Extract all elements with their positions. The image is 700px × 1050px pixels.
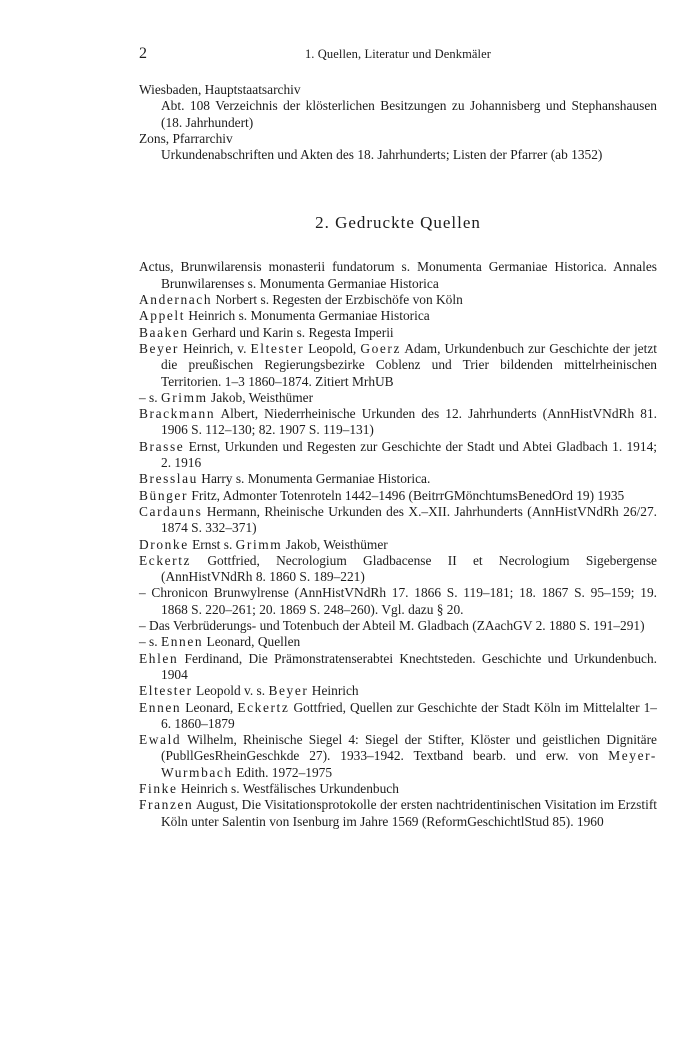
bibliography-entry bbox=[139, 292, 657, 308]
bibliography-entry bbox=[139, 537, 657, 553]
bibliography-entry bbox=[139, 683, 657, 699]
author-name: Ehlen bbox=[139, 650, 179, 666]
author-name: Eckertz bbox=[139, 552, 192, 568]
author-name: Baaken bbox=[139, 324, 189, 340]
bibliography-entry bbox=[139, 797, 657, 830]
running-title: 1. Quellen, Literatur und Denkmäler bbox=[304, 47, 492, 61]
bibliography-entry bbox=[139, 585, 657, 618]
entry-text: Heinrich s. Westfälisches Urkundenbuch bbox=[177, 780, 399, 796]
bibliography-entry bbox=[139, 700, 657, 733]
author-name: Cardauns bbox=[139, 503, 203, 519]
author-name: Ewald bbox=[139, 732, 182, 748]
running-head bbox=[139, 45, 657, 67]
bibliography-entry bbox=[139, 325, 657, 341]
bibliography-entry bbox=[139, 651, 657, 684]
author-name: Eltester bbox=[139, 683, 193, 699]
entry-text: Leopold v. s. bbox=[192, 683, 269, 699]
author-name: Dronke bbox=[139, 536, 189, 552]
entry-text: Albert, Niederrheinische Urkunden des 12. Jahrhunderts (AnnHistVNdRh 81. 1906 S. 112–130; 82. 1907 S. 119–131) bbox=[161, 406, 657, 438]
author-name: Ennen bbox=[160, 634, 204, 650]
entry-text: August, Die Visitationsprotokolle der ersten nachtridentinischen Visitation im Erzstift Köln unter Salentin von Isenburg im Jahre 1569 (ReformGeschichtlStud 85). 1960 bbox=[161, 797, 657, 829]
author-name: Meyer-Wurmbach bbox=[161, 748, 657, 780]
archive-list bbox=[139, 82, 657, 163]
author-name: Ennen bbox=[139, 699, 182, 715]
bibliography-entry bbox=[139, 390, 657, 406]
page-number: 2 bbox=[139, 45, 147, 62]
entry-text: Jakob, Weisthümer bbox=[282, 536, 388, 552]
entry-text: Heinrich s. Monumenta Germaniae Historica bbox=[185, 308, 430, 324]
entry-text: – s. bbox=[139, 389, 161, 405]
bibliography-entry bbox=[139, 341, 657, 390]
page-body bbox=[139, 82, 657, 830]
author-name: Andernach bbox=[139, 292, 213, 308]
entry-text: Heinrich, v. bbox=[178, 340, 251, 356]
entry-text: – Das Verbrüderungs- und Totenbuch der Abteil M. Gladbach (ZAachGV 2. 1880 S. 191–291) bbox=[139, 618, 645, 634]
entry-text: Harry s. Monumenta Germaniae Historica. bbox=[197, 471, 431, 487]
author-name: Bresslau bbox=[139, 471, 198, 487]
entry-text: Fritz, Admonter Totenroteln 1442–1496 (BeitrrGMönchtumsBenedOrd 19) 1935 bbox=[188, 487, 625, 503]
entry-text: Leopold, bbox=[304, 340, 361, 356]
entry-text: Norbert s. Regesten der Erzbischöfe von Köln bbox=[212, 292, 463, 308]
entry-text: Jakob, Weisthümer bbox=[207, 389, 314, 405]
bibliography-entry bbox=[139, 732, 657, 781]
author-name: Grimm bbox=[235, 536, 283, 552]
author-name: Eltester bbox=[250, 340, 305, 356]
bibliography-entry bbox=[139, 439, 657, 472]
bibliography-entry bbox=[139, 634, 657, 650]
entry-text: Leonard, bbox=[181, 699, 238, 715]
entry-text: Gerhard und Karin s. Regesta Imperii bbox=[188, 324, 394, 340]
bibliography-entry bbox=[139, 406, 657, 439]
entry-text: Leonard, Quellen bbox=[203, 634, 301, 650]
bibliography-list bbox=[139, 259, 657, 829]
entry-text: Gottfried, Quellen zur Geschichte der Stadt Köln im Mittelalter 1–6. 1860–1879 bbox=[161, 699, 657, 731]
entry-text: – Chronicon Brunwylrense (AnnHistVNdRh 17. 1866 S. 119–181; 18. 1867 S. 95–159; 19. 1868 S. 220–261; 20. 1869 S. 248–260). Vgl. dazu § 20. bbox=[139, 585, 657, 617]
author-name: Goerz bbox=[360, 340, 402, 356]
entry-text: Ernst s. bbox=[188, 536, 236, 552]
archive-description: Urkundenabschriften und Akten des 18. Jahrhunderts; Listen der Pfarrer (ab 1352) bbox=[161, 147, 603, 163]
entry-text: Ferdinand, Die Prämonstratenserabtei Knechtsteden. Geschichte und Urkundenbuch. 1904 bbox=[161, 650, 657, 682]
bibliography-entry bbox=[139, 618, 657, 634]
author-name: Grimm bbox=[160, 389, 208, 405]
author-name: Brasse bbox=[139, 438, 185, 454]
entry-text: Hermann, Rheinische Urkunden des X.–XII. Jahrhunderts (AnnHistVNdRh 26/27. 1874 S. 332–371) bbox=[161, 503, 657, 536]
bibliography-entry bbox=[139, 259, 657, 292]
bibliography-entry bbox=[139, 553, 657, 586]
bibliography-entry bbox=[139, 308, 657, 324]
entry-text: Actus, Brunwilarensis monasterii fundatorum s. Monumenta Germaniae Historica. Annales Brunwilarenses s. Monumenta Germaniae Historica bbox=[139, 259, 657, 291]
entry-text: – s. bbox=[139, 634, 161, 650]
author-name: Franzen bbox=[139, 797, 194, 813]
author-name: Eckertz bbox=[237, 699, 290, 715]
bibliography-entry bbox=[139, 504, 657, 537]
entry-text: Ernst, Urkunden und Regesten zur Geschichte der Stadt und Abtei Gladbach 1. 1914; 2. 1916 bbox=[161, 438, 657, 471]
bibliography-entry bbox=[139, 471, 657, 487]
author-name: Finke bbox=[139, 780, 178, 796]
entry-text: Heinrich bbox=[308, 683, 359, 699]
author-name: Brackmann bbox=[139, 406, 216, 422]
author-name: Beyer bbox=[139, 340, 179, 356]
entry-text: Adam, Urkundenbuch zur Geschichte der jetzt die preußischen Regierungsbezirke Coblenz und Trier bildenden mittelrheinischen Territorien. 1–3 1860–1874. Zitiert MrhUB bbox=[161, 340, 657, 389]
author-name: Bünger bbox=[139, 487, 189, 503]
author-name: Beyer bbox=[268, 683, 309, 699]
bibliography-entry bbox=[139, 781, 657, 797]
archive-title: Zons, Pfarrarchiv bbox=[139, 130, 233, 146]
entry-text: Gottfried, Necrologium Gladbacense II et Necrologium Sigebergense (AnnHistVNdRh 8. 1860 S. 189–221) bbox=[161, 552, 657, 585]
entry-text: Edith. 1972–1975 bbox=[232, 764, 333, 780]
section-heading: 2. Gedruckte Quellen bbox=[315, 213, 481, 233]
entry-text: Wilhelm, Rheinische Siegel 4: Siegel der Stifter, Klöster und geistlichen Dignitäre (PubllGesRheinGeschkde 27). 1933–1942. Textband bearb. und erw. von bbox=[161, 732, 657, 764]
archive-description: Abt. 108 Verzeichnis der klösterlichen Besitzungen zu Johannisberg und Stephanshausen (18. Jahrhundert) bbox=[161, 98, 657, 130]
bibliography-entry bbox=[139, 488, 657, 504]
archive-title: Wiesbaden, Hauptstaatsarchiv bbox=[139, 82, 301, 97]
author-name: Appelt bbox=[139, 308, 186, 324]
